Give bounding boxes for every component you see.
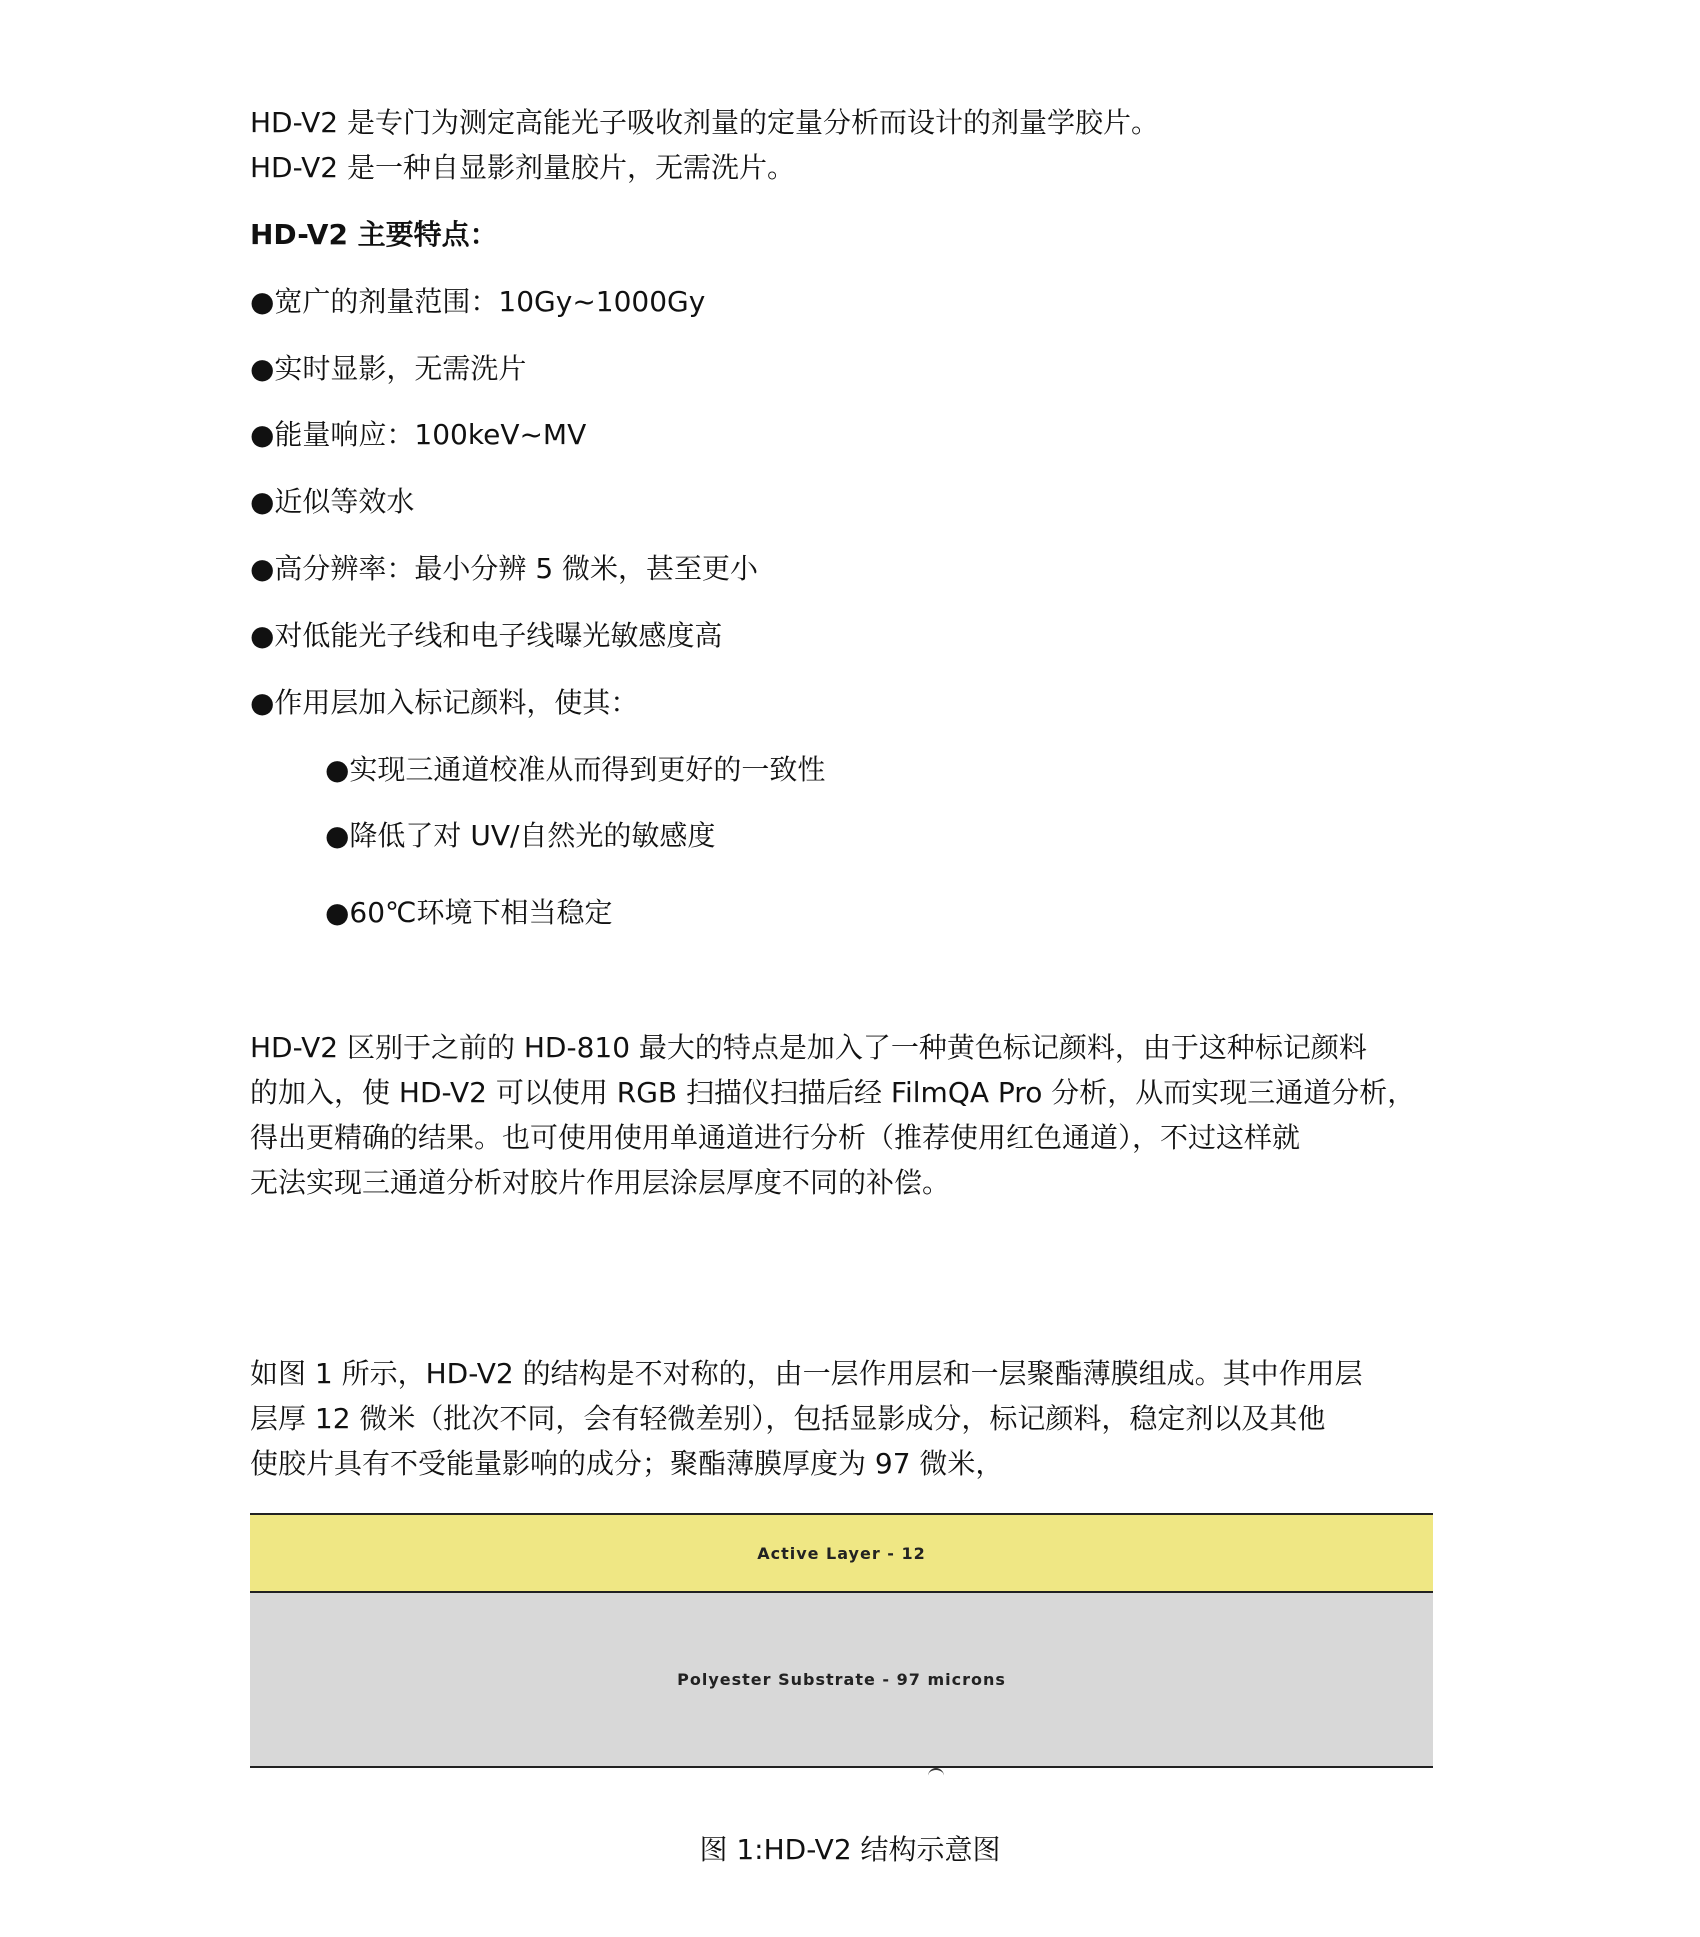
feature-item: ●对低能光子线和电子线曝光敏感度高	[250, 619, 723, 652]
features-heading: HD-V2 主要特点：	[250, 218, 498, 251]
feature-item: ●近似等效水	[250, 485, 415, 518]
active-layer	[250, 1515, 1433, 1591]
polyester-substrate	[250, 1593, 1433, 1766]
feature-item: ●实时显影，无需洗片	[250, 352, 527, 385]
substrate-label: Polyester Substrate - 97 microns	[677, 1670, 1006, 1689]
figure-caption: 图 1:HD-V2 结构示意图	[699, 1833, 1001, 1866]
paragraph-line: 如图 1 所示，HD-V2 的结构是不对称的，由一层作用层和一层聚酯薄膜组成。其中作用层	[250, 1357, 1363, 1390]
intro-line-2: HD-V2 是一种自显影剂量胶片，无需洗片。	[250, 151, 795, 184]
feature-item: ●作用层加入标记颜料，使其：	[250, 686, 639, 719]
paragraph-yellow-marker	[250, 1025, 1480, 1205]
paragraph-line: HD-V2 区别于之前的 HD-810 最大的特点是加入了一种黄色标记颜料，由于这种标记颜料	[250, 1031, 1367, 1064]
film-structure-diagram	[250, 1513, 1433, 1768]
arc-mark	[928, 1768, 944, 1778]
feature-item: ●高分辨率：最小分辨 5 微米，甚至更小	[250, 552, 759, 585]
paragraph-line: 的加入，使 HD-V2 可以使用 RGB 扫描仪扫描后经 FilmQA Pro 分析，从而实现三通道分析，	[250, 1076, 1416, 1109]
feature-subitem: ●实现三通道校准从而得到更好的一致性	[325, 753, 826, 786]
paragraph-line: 得出更精确的结果。也可使用使用单通道进行分析（推荐使用红色通道），不过这样就	[250, 1121, 1301, 1154]
feature-item: ●能量响应：100keV~MV	[250, 418, 587, 451]
paragraph-line: 层厚 12 微米（批次不同，会有轻微差别），包括显影成分，标记颜料，稳定剂以及其他	[250, 1402, 1326, 1435]
diagram-bottom-rule	[250, 1766, 1433, 1768]
intro-line-1: HD-V2 是专门为测定高能光子吸收剂量的定量分析而设计的剂量学胶片。	[250, 106, 1159, 139]
paragraph-line: 无法实现三通道分析对胶片作用层涂层厚度不同的补偿。	[250, 1166, 951, 1199]
feature-subitem: ●60℃环境下相当稳定	[325, 896, 613, 929]
feature-subitem: ●降低了对 UV/自然光的敏感度	[325, 819, 716, 852]
paragraph-line: 使胶片具有不受能量影响的成分；聚酯薄膜厚度为 97 微米，	[250, 1447, 1004, 1480]
feature-item: ●宽广的剂量范围：10Gy~1000Gy	[250, 285, 706, 318]
active-layer-label: Active Layer - 12	[757, 1543, 926, 1563]
paragraph-structure	[250, 1351, 1480, 1486]
